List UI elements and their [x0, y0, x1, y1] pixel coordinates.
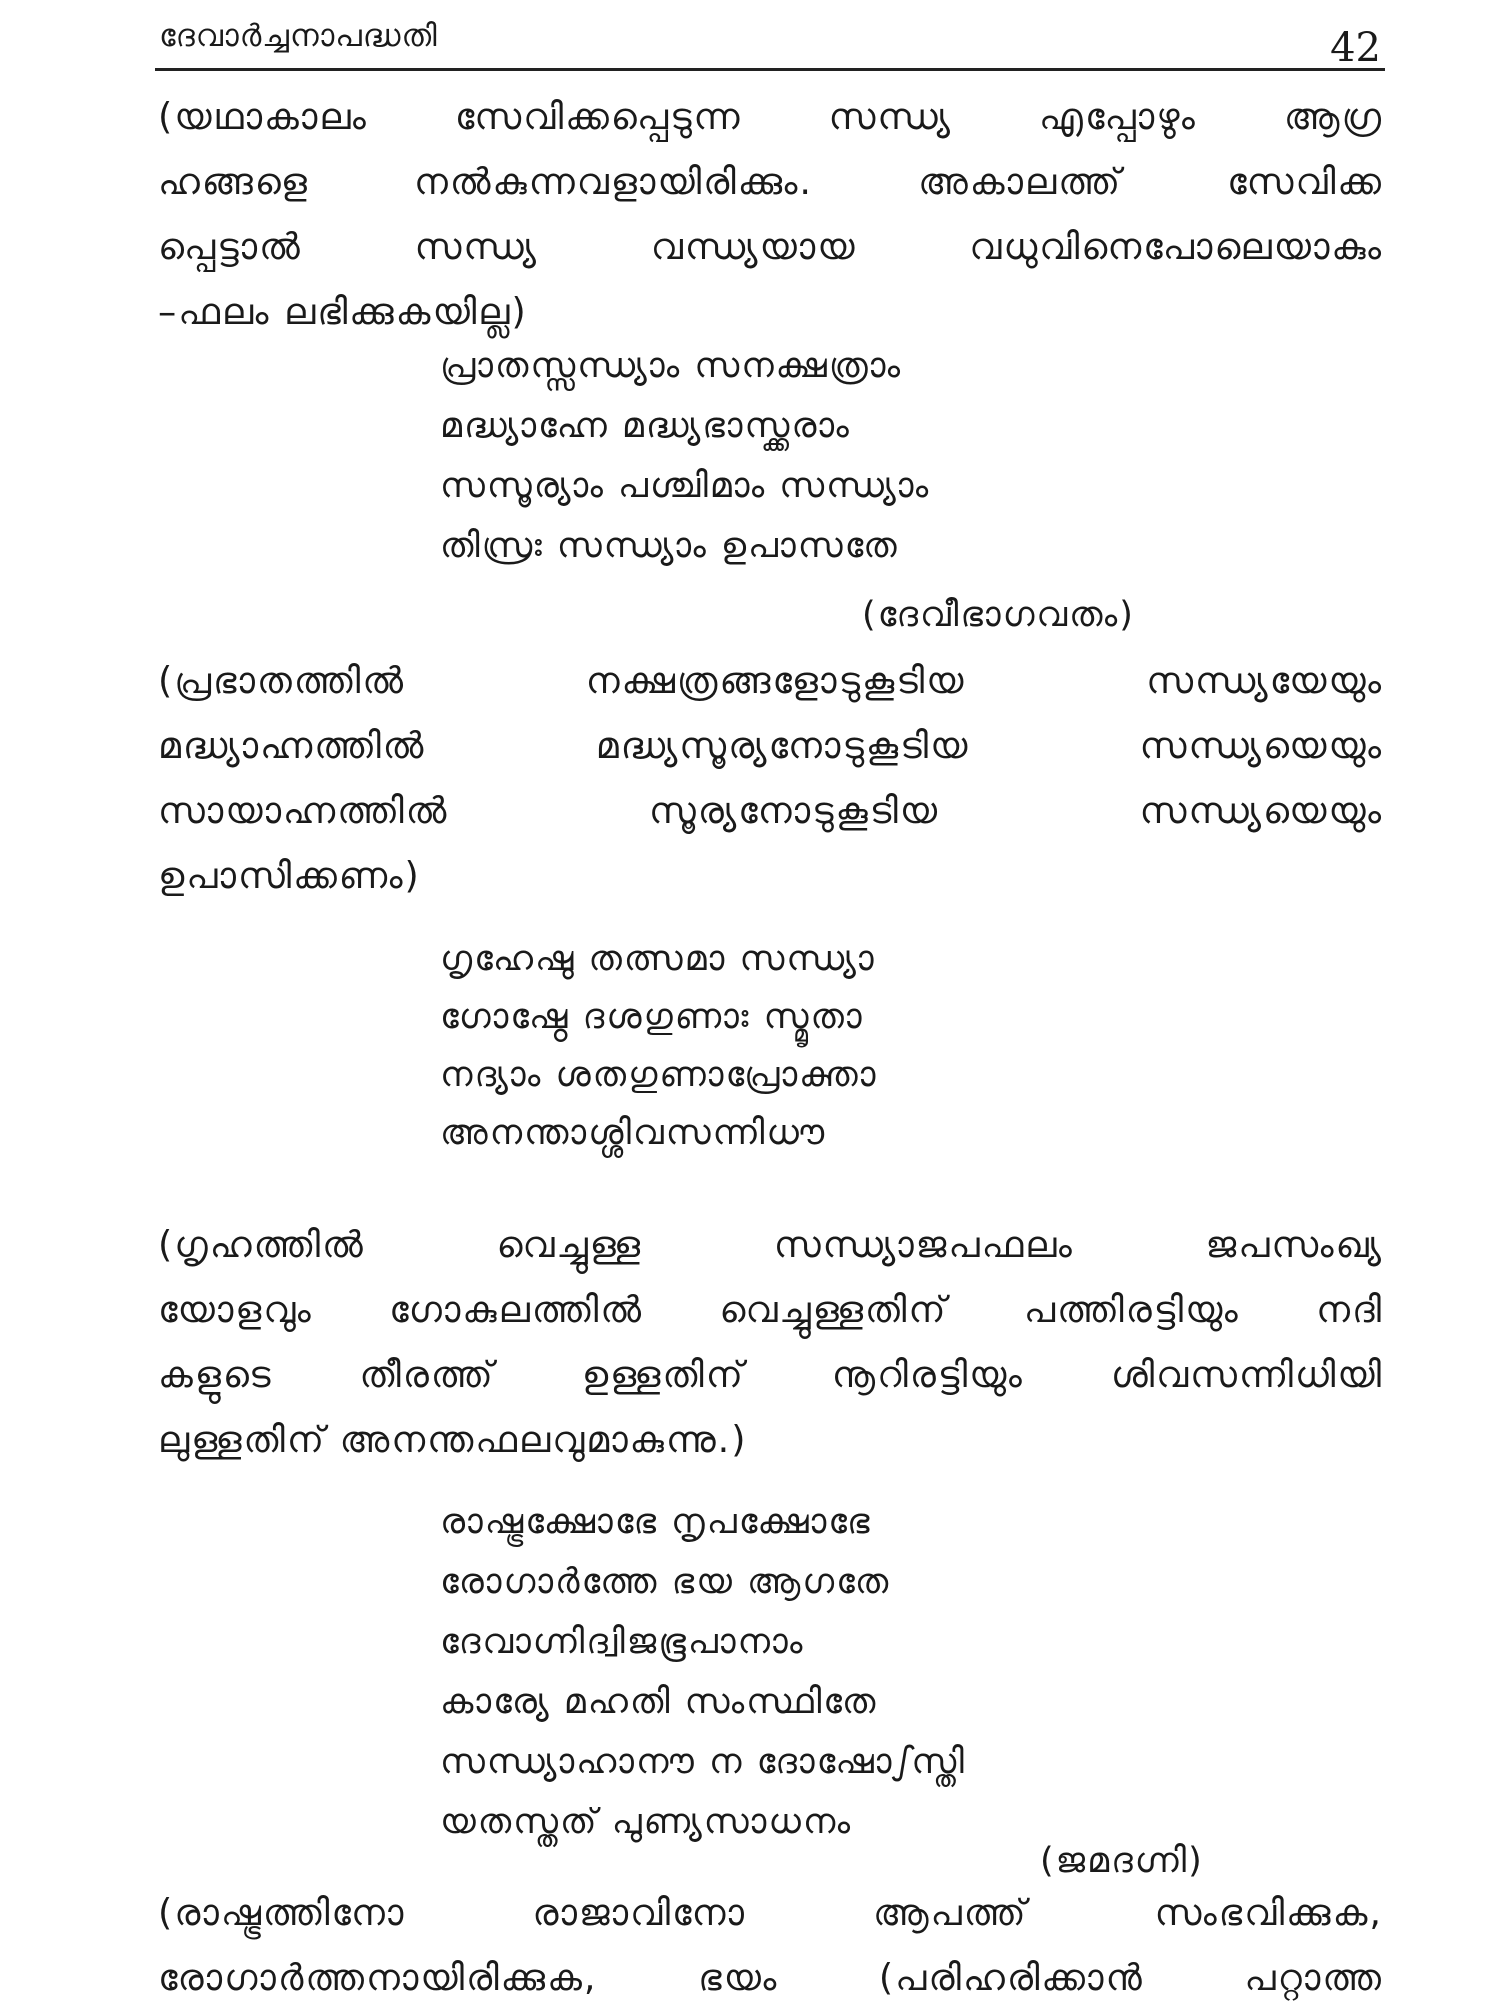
running-header [155, 8, 1385, 70]
text-line: മദ്ധ്യാഹ്നത്തിൽ മദ്ധ്യസൂര്യനോടുകൂടിയ സന്ധ്യയെയും [158, 724, 1383, 767]
verse-source: (ജമദഗ്നി) [1040, 1841, 1204, 1881]
text-line: ഉപാസിക്കണം) [158, 854, 421, 897]
verse-line: കാര്യേ മഹതി സംസ്ഥിതേ [440, 1682, 878, 1722]
text-line: സായാഹ്നത്തിൽ സൂര്യനോടുകൂടിയ സന്ധ്യയെയും [158, 789, 1383, 832]
page-number: 42 [1330, 25, 1381, 71]
text-line: (പ്രഭാതത്തിൽ നക്ഷത്രങ്ങളോടുകൂടിയ സന്ധ്യയേയും [158, 659, 1383, 702]
text-line: യോളവും ഗോകുലത്തിൽ വെച്ചുള്ളതിന് പത്തിരട്ടിയും നദി [158, 1288, 1383, 1331]
verse-pratah-sandhyam [440, 336, 930, 576]
paragraph-rashtrathino [158, 1880, 1383, 2010]
verse-line: തിസ്രഃ സന്ധ്യാം ഉപാസതേ [440, 526, 899, 566]
paragraph-prabhatathil [158, 648, 1383, 908]
paragraph-yathakalam [158, 84, 1383, 344]
verse-line: ഗോഷ്ഠേ ദശഗുണാഃ സ്മൃതാ [440, 997, 864, 1037]
verse-source: (ദേവീഭാഗവതം) [862, 595, 1135, 635]
verse-line: രോഗാർത്തേ ഭയ ആഗതേ [440, 1562, 891, 1602]
verse-line: ഗൃഹേഷു തത്സമാ സന്ധ്യാ [440, 939, 876, 979]
verse-line: ദേവാഗ്നിദ്വിജഭൂപാനാം [440, 1622, 805, 1662]
verse-line: മദ്ധ്യാഹ്നേ മദ്ധ്യഭാസ്ക്കരാം [440, 406, 851, 446]
verse-griheshu [440, 930, 877, 1162]
running-title: ദേവാർച്ചനാപദ്ധതി [159, 18, 438, 54]
text-line: പ്പെട്ടാൽ സന്ധ്യ വന്ധ്യയായ വധുവിനെപോലെയാകും [158, 225, 1383, 268]
verse-rashtrakshobhe [440, 1492, 966, 1852]
verse-line: രാഷ്ട്രക്ഷോഭേ നൃപക്ഷോഭേ [440, 1502, 872, 1542]
text-line: (രാഷ്ട്രത്തിനോ രാജാവിനോ ആപത്ത് സംഭവിക്കുക, [158, 1891, 1383, 1934]
text-line: (യഥാകാലം സേവിക്കപ്പെടുന്ന സന്ധ്യ എപ്പോഴും ആഗ്ര [158, 95, 1383, 138]
verse-line: പ്രാതസ്സന്ധ്യാം സനക്ഷത്രാം [440, 346, 903, 386]
text-line: (ഗൃഹത്തിൽ വെച്ചുള്ള സന്ധ്യാജപഫലം ജപസംഖ്യ [158, 1223, 1383, 1266]
paragraph-grihathil [158, 1212, 1383, 1472]
verse-line: നദ്യാം ശതഗുണാപ്രോക്താ [440, 1055, 878, 1095]
text-line: –ഫലം ലഭിക്കുകയില്ല) [158, 290, 528, 333]
verse-line: സസൂര്യാം പശ്ചിമാം സന്ധ്യാം [440, 466, 931, 506]
text-line: കളുടെ തീരത്ത് ഉള്ളതിന് നൂറിരട്ടിയും ശിവസന്നിധിയി [158, 1353, 1383, 1396]
text-line: രോഗാർത്തനായിരിക്കുക, ഭയം (പരിഹരിക്കാൻ പറ്റാത്ത [158, 1956, 1383, 1999]
verse-line: യതസ്തത് പുണ്യസാധനം [440, 1802, 852, 1842]
verse-line: സന്ധ്യാഹാനൗ ന ദോഷോഽസ്തി [440, 1742, 966, 1782]
text-line: ഹങ്ങളെ നൽകുന്നവളായിരിക്കും. അകാലത്ത് സേവിക്ക [158, 160, 1383, 203]
header-rule [155, 68, 1385, 71]
text-line: ലുള്ളതിന് അനന്തഫലവുമാകുന്നു.) [158, 1418, 748, 1461]
verse-line: അനന്താശ്ശിവസന്നിധൗ [440, 1113, 827, 1153]
